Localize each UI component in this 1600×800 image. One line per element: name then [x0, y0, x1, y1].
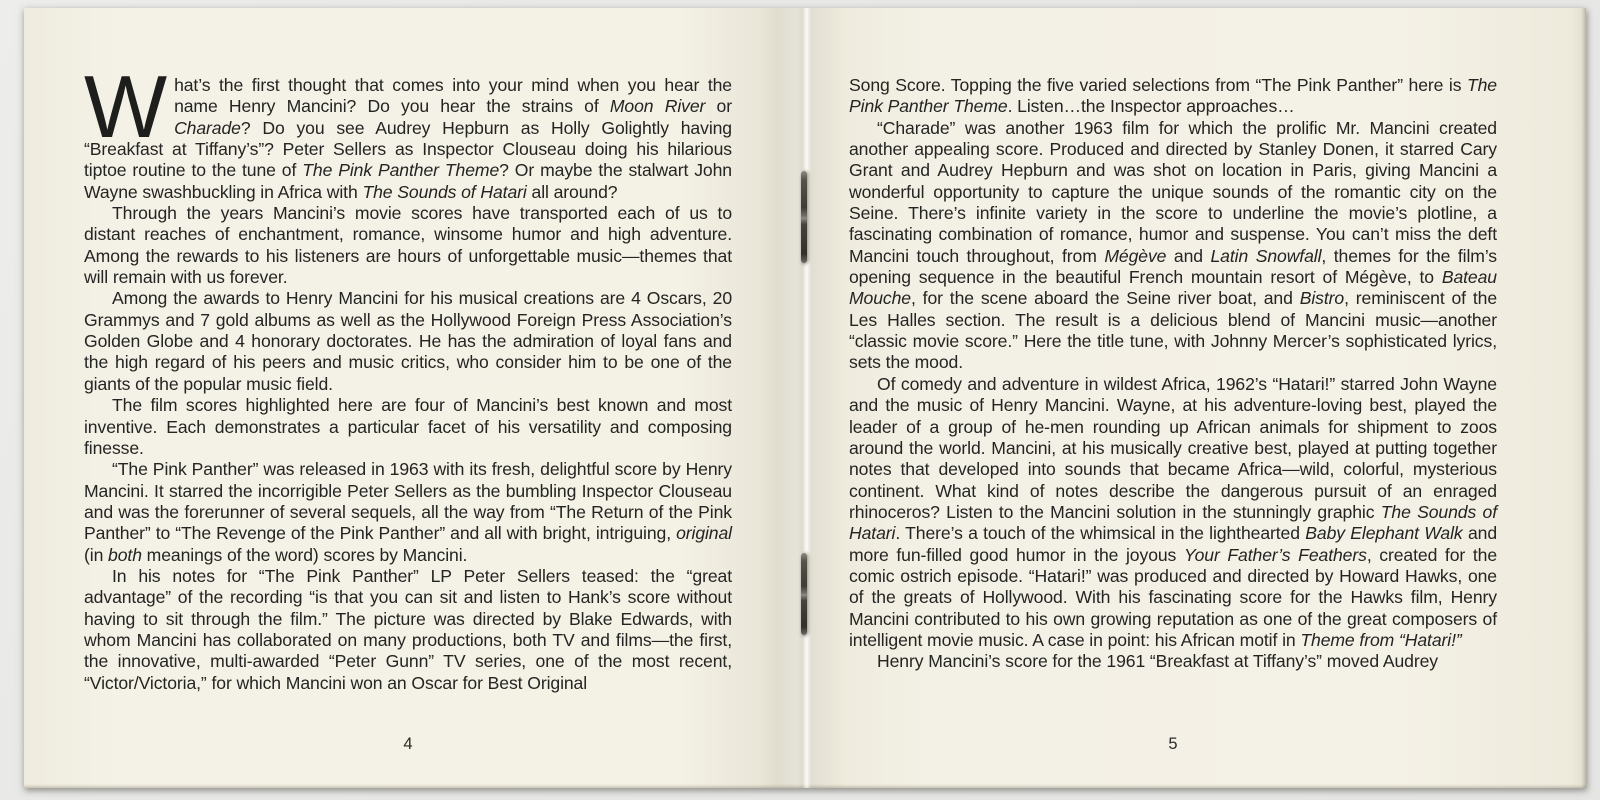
- page-number-right: 5: [1168, 735, 1178, 753]
- italic-text-segment: Latin Snowfall: [1210, 245, 1322, 266]
- staple-top: [801, 171, 807, 263]
- text-segment: The film scores highlighted here are four of Mancini’s best known and most inventive. Each demonstrates a particular facet of his versatility and composing finesse.: [84, 395, 732, 458]
- paragraph: [84, 566, 732, 694]
- text-segment: , themes for the film’s opening sequence in the beautiful French mountain resort of Mégève, to: [849, 245, 1498, 288]
- italic-text-segment: The Sounds of Hatari: [849, 501, 1497, 544]
- text-segment: or: [705, 96, 732, 117]
- italic-text-segment: Your Father’s Feathers: [1183, 544, 1367, 565]
- text-segment: hat’s the first thought that comes into your mind when you hear the name Henry Mancini? Do you hear the strains of: [174, 75, 732, 117]
- italic-text-segment: The Pink Panther Theme: [302, 160, 500, 181]
- italic-text-segment: Theme from “Hatari!”: [1300, 629, 1462, 650]
- text-segment: , for the scene aboard the Seine river boat, and: [911, 288, 1300, 309]
- text-segment: and more fun-filled good humor in the joyous: [849, 523, 1497, 565]
- text-segment: , created for the comic ostrich episode. “Hatari!” was produced and directed by Howard Hawks, one of the greats of Hollywood. With his fascinating score for the Hawks film, Henry Mancini contributed to his own growing reputation as one of the great composers of intelligent movie music. A case in point: his African motif in: [849, 544, 1498, 650]
- text-segment: (in: [84, 544, 109, 565]
- staple-bottom: [801, 553, 807, 635]
- italic-text-segment: Baby Elephant Walk: [1305, 523, 1463, 544]
- text-segment: Of comedy and adventure in wildest Africa, 1962’s “Hatari!” starred John Wayne and the music of Henry Mancini. Wayne, at his adventure-loving best, played the leader of a group of he-men rounding up African animals for shipment to zoos around the world. Mancini, at his musically creative best, played at putting together notes that developed into sounds that became Africa—wild, colorful, mysterious continent. What kind of notes describe the dangerous pursuit of an enraged rhinoceros? Listen to the Mancini solution in the stunningly graphic: [849, 373, 1497, 522]
- spine-fold: [760, 8, 848, 788]
- text-segment: Among the awards to Henry Mancini for his musical creations are 4 Oscars, 20 Grammys and 7 gold albums as well as the Hollywood Foreign Press Association’s Golden Globe and 4 honorary doctorates. He has the admiration of loyal fans and the high regard of his peers and music critics, who consider him to be one of the giants of the popular music field.: [84, 288, 732, 394]
- italic-text-segment: Moon River: [609, 96, 706, 117]
- text-segment: and: [1166, 245, 1211, 266]
- text-segment: “The Pink Panther” was released in 1963 with its fresh, delightful score by Henry Mancini. It starred the incorrigible Peter Sellers as the bumbling Inspector Clouseau and was the forerunner of several sequels, all the way from “The Return of the Pink Panther” to “The Revenge of the Pink Panther” and all with bright, intriguing,: [84, 459, 732, 544]
- text-segment: Through the years Mancini’s movie scores have transported each of us to distant reaches of enchantment, romance, winsome humor and high adventure. Among the rewards to his listeners are hours of unforgettable music—themes that will remain with us forever.: [84, 203, 732, 288]
- text-segment: Henry Mancini’s score for the 1961 “Breakfast at Tiffany’s” moved Audrey: [877, 651, 1438, 672]
- italic-text-segment: Mégève: [1104, 245, 1167, 266]
- text-segment: “Charade” was another 1963 film for which the prolific Mr. Mancini created another appealing score. Produced and directed by Stanley Donen, it starred Cary Grant and Audrey Hepburn and was shot on location in Paris, giving Mancini a wonderful opportunity to capture the unique sounds of the romantic city on the Seine. There’s infinite variety in the score to underline the movie’s plotline, a fascinating combination of romance, humor and suspense. You can’t miss the deft Mancini touch throughout, from: [849, 117, 1497, 266]
- italic-text-segment: Charade: [174, 117, 241, 138]
- text-segment: meanings of the word) scores by Mancini.: [141, 544, 468, 565]
- drop-cap-letter: W: [84, 57, 166, 156]
- paragraph: [84, 203, 732, 288]
- italic-text-segment: The Pink Panther Theme: [849, 75, 1497, 117]
- text-segment: . Listen…the Inspector approaches…: [1007, 96, 1295, 117]
- text-segment: all around?: [526, 181, 618, 202]
- page-number-left: 4: [403, 735, 413, 753]
- paragraph: [84, 57, 732, 203]
- booklet-spread: [24, 8, 1586, 788]
- left-page-text-column: [84, 57, 732, 694]
- paragraph: [849, 651, 1497, 672]
- paragraph: [849, 118, 1497, 374]
- text-segment: Song Score. Topping the five varied selections from “The Pink Panther” here is: [849, 75, 1467, 95]
- italic-text-segment: original: [676, 523, 732, 544]
- paragraph: [849, 75, 1497, 118]
- right-page-text-column: [849, 75, 1497, 673]
- text-segment: ? Or maybe the stalwart John Wayne swashbuckling in Africa with: [84, 160, 732, 202]
- italic-text-segment: Bistro: [1299, 288, 1345, 309]
- italic-text-segment: Bateau Mouche: [849, 267, 1497, 309]
- text-segment: , reminiscent of the Les Halles section. The result is a delicious blend of Mancini music—another “classic movie score.” Here the title tune, with Johnny Mercer’s sophisticated lyrics, sets the mood.: [849, 288, 1497, 373]
- paragraph: [849, 374, 1497, 651]
- paragraph: [84, 288, 732, 395]
- paragraph: [84, 395, 732, 459]
- text-segment: ? Do you see Audrey Hepburn as Holly Golightly having “Breakfast at Tiffany’s”? Peter Sellers as Inspector Clouseau doing his hilarious tiptoe routine to the tune of: [84, 117, 732, 181]
- text-segment: . There’s a touch of the whimsical in the lighthearted: [895, 523, 1306, 544]
- italic-text-segment: The Sounds of Hatari: [362, 181, 527, 202]
- italic-text-segment: both: [108, 544, 142, 565]
- paragraph: [84, 459, 732, 566]
- text-segment: In his notes for “The Pink Panther” LP Peter Sellers teased: the “great advantage” of the recording “is that you can sit and listen to Hank’s score without having to sit through the film.” The picture was directed by Blake Edwards, with whom Mancini has collaborated on many productions, both TV and films—the first, the innovative, multi-awarded “Peter Gunn” TV series, one of the most recent, “Victor/Victoria,” for which Mancini won an Oscar for Best Original: [84, 565, 732, 693]
